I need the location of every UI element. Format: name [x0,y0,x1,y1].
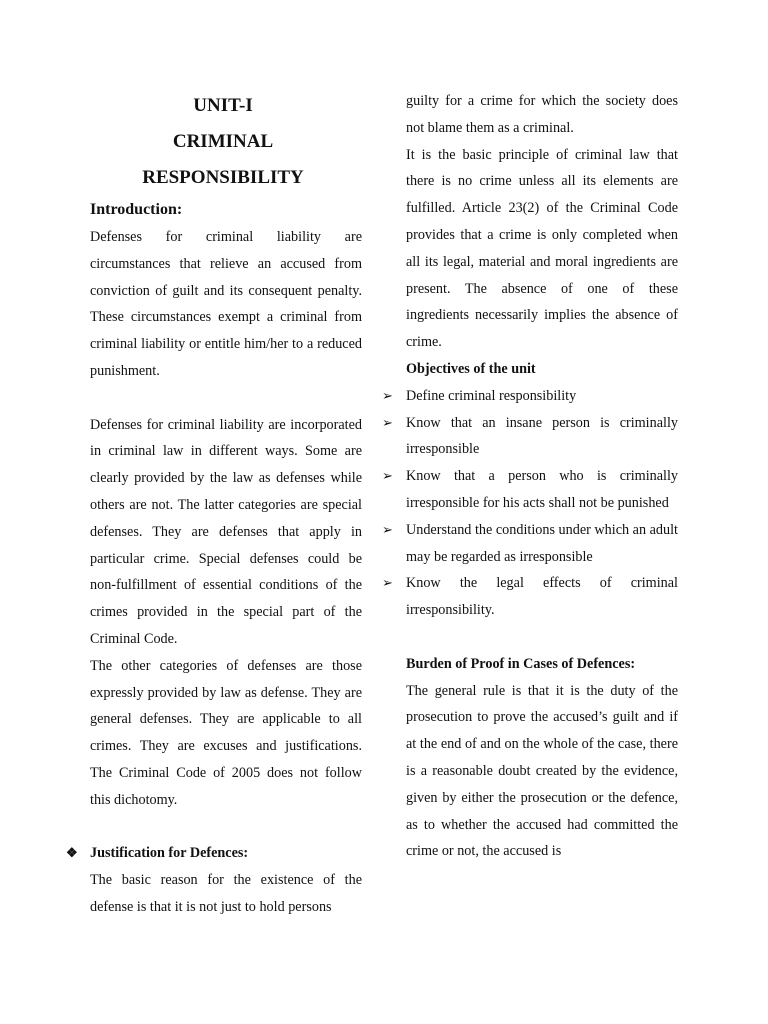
arrow-bullet-icon: ➢ [382,387,393,403]
paragraph-gap [90,814,362,841]
arrow-bullet-icon: ➢ [382,414,393,430]
intro-paragraph-2: Defenses for criminal liability are incorporated in criminal law in different ways. Some are clearly provided by the law as defenses while others are not. The latter categories are special defenses. They are defenses that apply in particular crime. Special defenses could be non-fulfillment of essential conditions of the crimes provided in the special part of the Criminal Code. [90,416,362,647]
list-item: ➢ Know that a person who is criminally irresponsible for his acts shall not be punished [406,463,678,517]
justification-heading: Justification for Defences: [90,845,249,862]
burden-paragraph: The general rule is that it is the duty of the prosecution to prove the accused’s guilt and if at the end of and on the whole of the case, there is a reasonable doubt created by the evidence, given by either the prosecution or the defence, as to whether the accused had committed the crime or not, the accused is [406,682,678,860]
justification-heading-row [66,840,362,867]
justification-paragraph: The basic reason for the existence of the defense is that it is not just to hold persons [90,872,362,915]
unit-title: UNIT-I [193,95,253,116]
paragraph-gap [90,385,362,412]
arrow-bullet-icon: ➢ [382,468,393,484]
paragraph-gap [406,624,678,651]
unit-subtitle-criminal: CRIMINAL [172,131,274,152]
list-item: ➢ Know that an insane person is criminally irresponsible [406,410,678,464]
intro-paragraph-1: Defenses for criminal liability are circumstances that relieve an accused from conviction of guilt and its consequent penalty. These circumstances exempt a criminal from criminal liability or entitle him/her to a reduced punishment. [90,229,362,379]
arrow-bullet-icon: ➢ [382,575,393,591]
list-item: ➢ Define criminal responsibility [406,383,678,410]
right-paragraph-1: guilty for a crime for which the society does not blame them as a criminal. [406,93,678,136]
list-item: ➢ Understand the conditions under which an adult may be regarded as irresponsible [406,517,678,571]
list-item: ➢ Know the legal effects of criminal irresponsibility. [406,570,678,624]
right-column [382,88,678,865]
unit-subtitle-responsibility: RESPONSIBILITY [142,167,304,188]
diamond-bullet-icon: ❖ [66,845,78,861]
objectives-list [382,383,678,624]
arrow-bullet-icon: ➢ [382,521,393,537]
introduction-heading: Introduction: [90,201,183,218]
left-column [66,88,362,921]
intro-paragraph-3: The other categories of defenses are those expressly provided by law as defense. They are general defenses. They are applicable to all crimes. They are excuses and justifications. The Criminal Code of 2005 does not follow this dichotomy. [90,657,362,808]
right-paragraph-2: It is the basic principle of criminal law that there is no crime unless all its elements are fulfilled. Article 23(2) of the Criminal Code provides that a crime is only completed when all its legal, material and moral ingredients are present. The absence of one of these ingredients necessarily implies the absence of crime. [406,146,678,351]
burden-heading: Burden of Proof in Cases of Defences: [406,655,636,672]
objectives-heading: Objectives of the unit [406,360,536,377]
